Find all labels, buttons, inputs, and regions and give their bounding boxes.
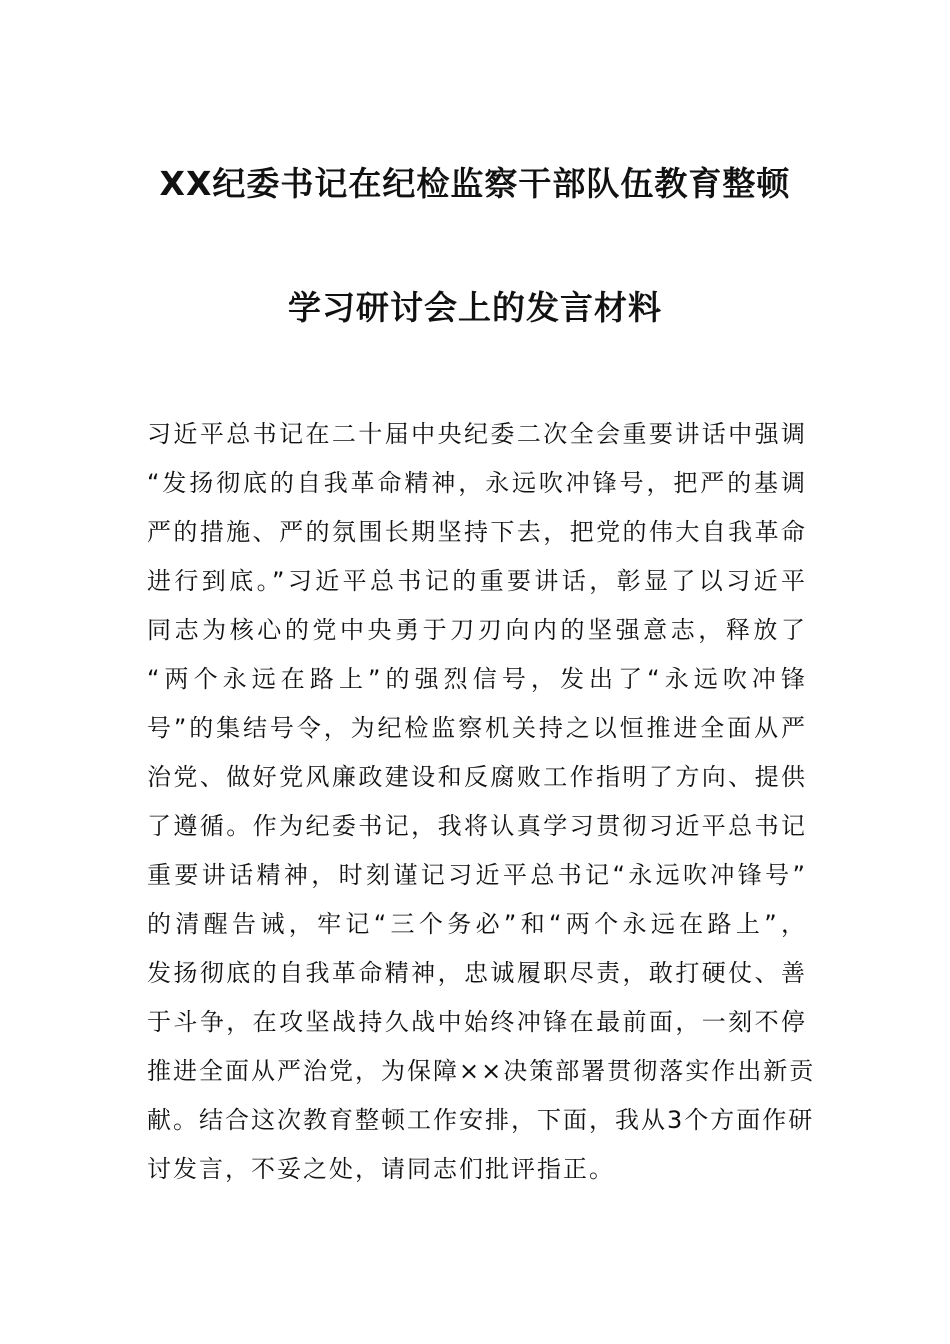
body-line: 的清醒告诫，牢记“三个务必”和“两个永远在路上”， xyxy=(147,910,807,938)
body-line: 于斗争，在攻坚战持久战中始终冲锋在最前面，一刻不停 xyxy=(147,1008,807,1036)
document-title-line-2: 学习研讨会上的发言材料 xyxy=(288,288,662,327)
body-line: 推进全面从严治党，为保障××决策部署贯彻落实作出新贡 xyxy=(147,1057,816,1085)
body-line: 习近平总书记在二十届中央纪委二次全会重要讲话中强调 xyxy=(147,420,807,448)
body-line: 进行到底。”习近平总书记的重要讲话，彰显了以习近平 xyxy=(147,567,807,595)
body-paragraph xyxy=(147,410,816,1194)
document-title-line-1: XX纪委书记在纪检监察干部队伍教育整顿 xyxy=(159,164,791,203)
body-line: 重要讲话精神，时刻谨记习近平总书记“永远吹冲锋号” xyxy=(147,861,807,889)
body-line: 同志为核心的党中央勇于刀刃向内的坚强意志，释放了 xyxy=(147,616,807,644)
body-line: 了遵循。作为纪委书记，我将认真学习贯彻习近平总书记 xyxy=(147,812,807,840)
body-line: 严的措施、严的氛围长期坚持下去，把党的伟大自我革命 xyxy=(147,518,807,546)
body-line: 治党、做好党风廉政建设和反腐败工作指明了方向、提供 xyxy=(147,763,807,791)
body-line: 发扬彻底的自我革命精神，忠诚履职尽责，敢打硬仗、善 xyxy=(147,959,807,987)
body-line: “发扬彻底的自我革命精神，永远吹冲锋号，把严的基调 xyxy=(147,469,807,497)
body-line-last: 讨发言，不妥之处，请同志们批评指正。 xyxy=(147,1155,615,1183)
body-line: “两个永远在路上”的强烈信号，发出了“永远吹冲锋 xyxy=(147,665,807,693)
body-line: 献。结合这次教育整顿工作安排，下面，我从3个方面作研 xyxy=(147,1106,815,1134)
body-line: 号”的集结号令，为纪检监察机关持之以恒推进全面从严 xyxy=(147,714,807,742)
